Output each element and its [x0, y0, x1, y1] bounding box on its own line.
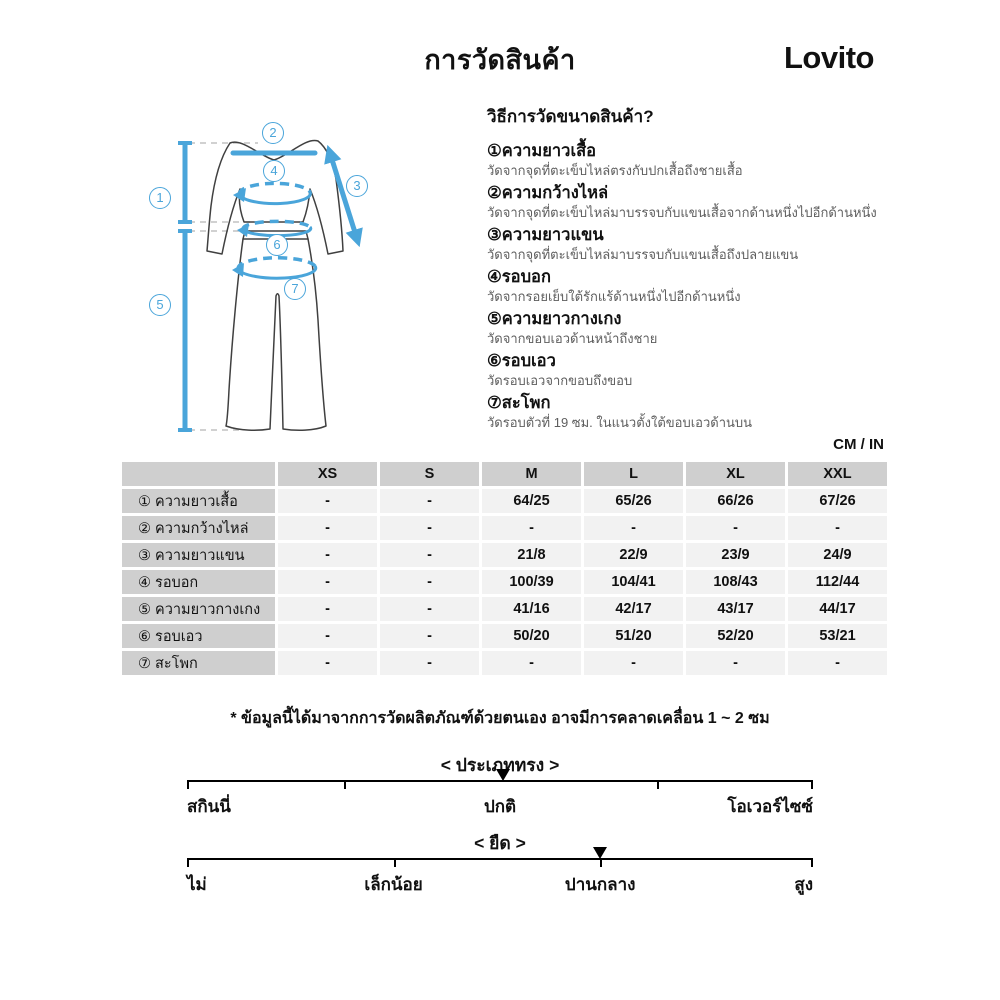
item-3-num: ③ — [487, 226, 502, 244]
measurement-disclaimer: * ข้อมูลนี้ได้มาจากการวัดผลิตภัณฑ์ด้วยตนเอง อาจมีการคลาดเคลื่อน 1 ~ 2 ซม — [230, 710, 770, 727]
row-2-label: ② ความกว้างไหล่ — [122, 516, 275, 540]
row-6-label: ⑥ รอบเอว — [122, 624, 275, 648]
tick — [187, 780, 189, 789]
tick — [811, 858, 813, 867]
item-2-desc: วัดจากจุดที่ตะเข็บไหล่มาบรรจบกับแขนเสื้อจากด้านหนึ่งไปอีกด้านหนึ่ง — [487, 205, 877, 220]
item-4-desc: วัดจากรอยเย็บใต้รักแร้ด้านหนึ่งไปอีกด้านหนึ่ง — [487, 289, 741, 304]
item-1-label: ความยาวเสื้อ — [501, 142, 597, 160]
instruction-item-1 — [487, 141, 899, 179]
stretch-scale-title: < ยืด > — [474, 833, 526, 853]
measure-instructions — [487, 103, 899, 435]
lovito-logo: Lovito — [784, 40, 874, 75]
item-2-label: ความกว้างไหล่ — [501, 184, 609, 202]
stretch-label-medium: ปานกลาง — [564, 875, 636, 894]
row-1-label: ① ความยาวเสื้อ — [122, 489, 275, 513]
item-7-desc: วัดรอบตัวที่ 19 ซม. ในแนวตั้งใต้ขอบเอวด้านบน — [487, 415, 753, 430]
unit-label: CM / IN — [833, 436, 884, 453]
diagram-marker-4: 4 — [263, 160, 285, 182]
col-m: M — [482, 462, 581, 486]
item-5-desc: วัดจากขอบเอวด้านหน้าถึงชาย — [487, 331, 658, 346]
instructions-title: วิธีการวัดขนาดสินค้า? — [487, 107, 654, 126]
size-table — [119, 459, 890, 678]
col-xxl: XXL — [788, 462, 887, 486]
instruction-item-5 — [487, 309, 899, 347]
diagram-marker-1: 1 — [149, 187, 171, 209]
fit-label-regular: ปกติ — [483, 797, 517, 816]
diagram-marker-7: 7 — [284, 278, 306, 300]
stretch-label-none: ไม่ — [187, 875, 207, 894]
tick — [657, 780, 659, 789]
tick — [394, 858, 396, 867]
stretch-label-high: สูง — [794, 875, 813, 894]
item-6-desc: วัดรอบเอวจากขอบถึงขอบ — [487, 373, 633, 388]
instruction-item-7 — [487, 393, 899, 431]
item-7-num: ⑦ — [487, 394, 502, 412]
fit-label-oversize: โอเวอร์ไซซ์ — [727, 797, 813, 816]
row-5-label: ⑤ ความยาวกางเกง — [122, 597, 275, 621]
item-4-num: ④ — [487, 268, 502, 286]
instruction-item-3 — [487, 225, 899, 263]
diagram-marker-3: 3 — [346, 175, 368, 197]
tick — [187, 858, 189, 867]
table-row: ⑦ สะโพก - - - - - - — [122, 651, 887, 675]
table-row: ① ความยาวเสื้อ - - 64/25 65/26 66/26 67/26 — [122, 489, 887, 513]
garment-diagram — [130, 110, 470, 450]
item-3-desc: วัดจากจุดที่ตะเข็บไหล่มาบรรจบกับแขนเสื้อถึงปลายแขน — [487, 247, 799, 262]
diagram-marker-5: 5 — [149, 294, 171, 316]
diagram-marker-6: 6 — [266, 234, 288, 256]
fit-label-skinny: สกินนี่ — [187, 797, 231, 816]
item-3-label: ความยาวแขน — [501, 226, 604, 244]
measure-marks — [178, 143, 358, 430]
stretch-marker-icon — [593, 847, 607, 859]
col-xs: XS — [278, 462, 377, 486]
tick — [811, 780, 813, 789]
table-corner-cell — [122, 462, 275, 486]
item-7-label: สะโพก — [501, 394, 551, 412]
item-1-desc: วัดจากจุดที่ตะเข็บไหล่ตรงกับปกเสื้อถึงชายเสื้อ — [487, 163, 743, 178]
item-1-num: ① — [487, 142, 502, 160]
size-table-header-row — [122, 462, 887, 486]
col-xl: XL — [686, 462, 785, 486]
table-row: ⑤ ความยาวกางเกง - - 41/16 42/17 43/17 44/17 — [122, 597, 887, 621]
row-4-label: ④ รอบอก — [122, 570, 275, 594]
tick — [600, 858, 602, 867]
item-6-label: รอบเอว — [501, 352, 556, 370]
item-5-num: ⑤ — [487, 310, 502, 328]
table-row: ② ความกว้างไหล่ - - - - - - — [122, 516, 887, 540]
stretch-label-slight: เล็กน้อย — [364, 875, 423, 894]
item-5-label: ความยาวกางเกง — [501, 310, 622, 328]
row-3-label: ③ ความยาวแขน — [122, 543, 275, 567]
fit-type-scale-title: < ประเภททรง > — [440, 755, 560, 775]
instruction-item-4 — [487, 267, 899, 305]
row-7-label: ⑦ สะโพก — [122, 651, 275, 675]
fit-type-marker-icon — [496, 769, 510, 781]
item-2-num: ② — [487, 184, 502, 202]
item-6-num: ⑥ — [487, 352, 502, 370]
tick — [344, 780, 346, 789]
table-row: ⑥ รอบเอว - - 50/20 51/20 52/20 53/21 — [122, 624, 887, 648]
page-title: การวัดสินค้า — [424, 45, 576, 75]
stretch-scale-line — [187, 858, 813, 860]
instruction-item-6 — [487, 351, 899, 389]
garment-outline — [207, 140, 343, 430]
col-s: S — [380, 462, 479, 486]
item-4-label: รอบอก — [501, 268, 551, 286]
fit-type-scale-line — [187, 780, 813, 782]
diagram-marker-2: 2 — [262, 122, 284, 144]
guide-lines — [178, 143, 258, 430]
instruction-item-2 — [487, 183, 899, 221]
table-row: ③ ความยาวแขน - - 21/8 22/9 23/9 24/9 — [122, 543, 887, 567]
col-l: L — [584, 462, 683, 486]
table-row: ④ รอบอก - - 100/39 104/41 108/43 112/44 — [122, 570, 887, 594]
